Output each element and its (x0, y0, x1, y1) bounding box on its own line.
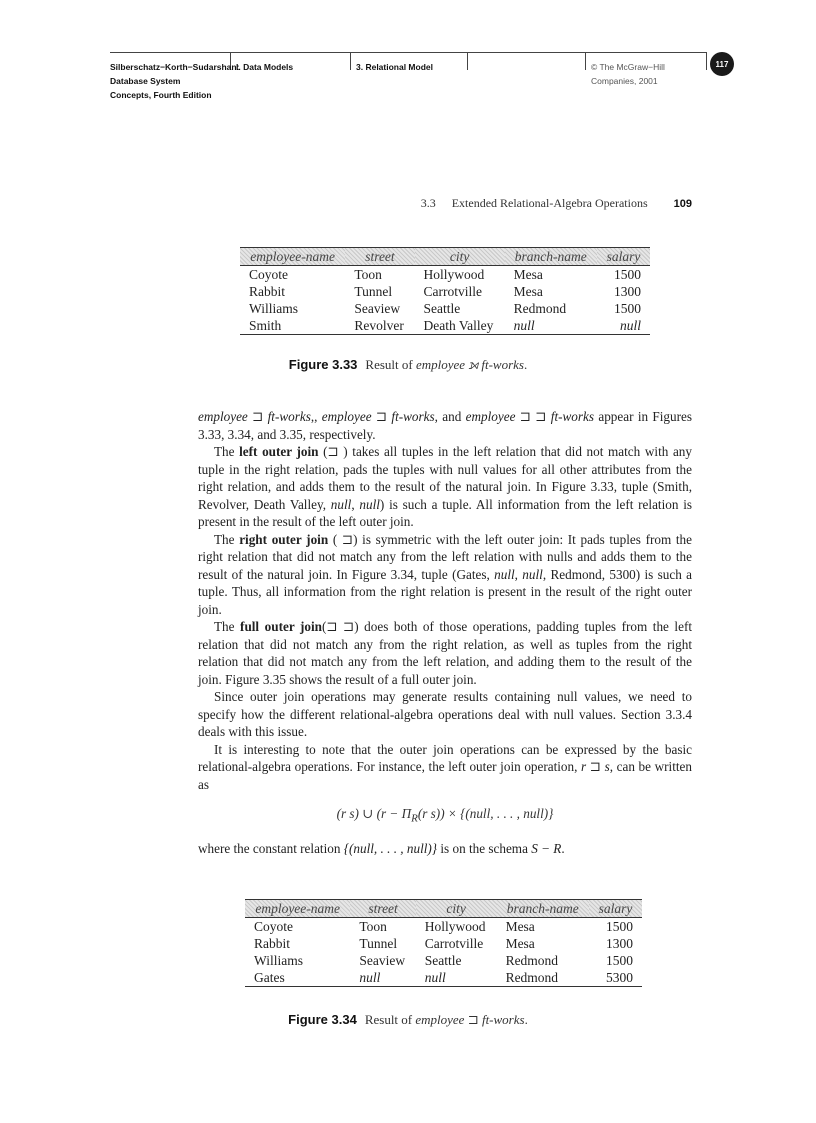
paragraph (198, 840, 692, 858)
math-expression: employee ⊐ ⊐ ft-works (465, 409, 595, 424)
table-row (245, 918, 642, 936)
table-row (245, 935, 642, 952)
text: The (214, 619, 241, 634)
table-cell: Mesa (505, 919, 535, 934)
text: The (214, 444, 240, 459)
math-expression: {(null, . . . , null)} (343, 841, 438, 857)
text: ,, (310, 409, 322, 424)
text: ) is such a tuple. All information from the left relation is present in the result of the left outer join. (198, 496, 693, 529)
column-header: salary (597, 248, 650, 266)
body-text (198, 408, 692, 858)
table-cell: Williams (254, 953, 303, 968)
table-cell: 1500 (614, 301, 641, 316)
table-cell: Rabbit (249, 284, 285, 299)
header-divider (706, 52, 707, 70)
text: (⊐ ) takes all tuples in the left relation that did not match with any tuple in the right relation, pads the tuples with null values for all other attributes from the right relation, and adds them to the result of the natural join. In Figure 3.33, tuple (Smith, Revolver, Death Valley, (198, 444, 692, 512)
table-header-row (245, 900, 642, 918)
text: It is interesting to note that the outer join operations can be expressed by the basic relational-algebra operations. For instance, the left outer join operation, (198, 741, 692, 774)
table-cell: Toon (359, 919, 387, 934)
null-value: null (330, 496, 352, 512)
header-book-info (110, 60, 239, 102)
figure-expression: employee ⟕ ft-works (415, 357, 524, 372)
figure-expression: employee ⊐ ft-works (415, 1012, 525, 1027)
paragraph (198, 408, 692, 443)
column-header: city (416, 900, 497, 918)
header-book-line2: Concepts, Fourth Edition (110, 90, 212, 100)
table-cell: Tunnel (359, 936, 398, 951)
figure-text: Result of (365, 357, 416, 372)
result-table-figure-3-33 (240, 247, 650, 335)
table-header-row (240, 248, 650, 266)
null-value: null (359, 496, 380, 512)
figure-label: Figure 3.34 (288, 1012, 357, 1027)
term-right-outer-join: right outer join (239, 531, 329, 547)
page-number: 109 (673, 198, 692, 210)
table-cell: Carrotville (424, 936, 484, 951)
table-cell: Smith (240, 317, 345, 335)
section-title: Extended Relational-Algebra Operations (451, 196, 648, 210)
running-head (198, 196, 692, 211)
table-cell: Coyote (249, 267, 288, 282)
math-expression: S − R (531, 841, 562, 857)
table-cell: Redmond (513, 301, 567, 316)
text: , (351, 496, 360, 512)
text: ( ⊐) is symmetric with the left outer join: It pads tuples from the right relation that did not match any from the left relation with nulls and adds them to the result of the natural join. In Figure 3.34, tuple (Gates, (198, 531, 692, 582)
text: . (561, 841, 565, 857)
math-expression: employee ⊐ ft-works (321, 409, 435, 424)
column-header: street (345, 248, 414, 266)
column-header: branch-name (497, 900, 589, 918)
paragraph (198, 443, 692, 531)
table-cell: Mesa (505, 936, 535, 951)
table-cell: 1500 (606, 919, 633, 934)
table-cell: Revolver (345, 317, 414, 335)
text: where the constant relation (198, 841, 344, 857)
table-row (240, 283, 650, 300)
table-cell: Mesa (513, 284, 543, 299)
table-cell: Tunnel (354, 284, 393, 299)
table-cell: Death Valley (415, 317, 505, 335)
math-expression: r ⊐ s (581, 759, 610, 774)
figure-text: Result of (364, 1012, 416, 1027)
text: (⊐ ⊐) does both of those operations, padding tuples from the left relation that did not match any from the right relation, as well as tuples from the right relation that did not match any from the left relation, and adding them to the result of the join. Figure 3.35 shows the result of a full outer join. (198, 619, 692, 687)
table-cell: Rabbit (254, 936, 290, 951)
column-header: branch-name (505, 248, 597, 266)
header-copyright-line2: Companies, 2001 (591, 76, 658, 86)
table-cell: Seattle (424, 953, 462, 968)
table-cell: Seattle (423, 301, 461, 316)
section-number: 3.3 (420, 196, 436, 210)
figure-suffix: . (524, 1012, 528, 1027)
figure-label: Figure 3.33 (288, 357, 358, 372)
table-cell: 1300 (614, 284, 641, 299)
formula-subscript: R (411, 812, 418, 825)
header-copyright-line1: © The McGraw−Hill (591, 62, 665, 72)
null-value: null (522, 566, 543, 582)
null-value: null (494, 566, 515, 582)
math-expression: employee ⊐ ft-works (198, 409, 311, 424)
table-cell: Redmond (497, 969, 589, 987)
term-left-outer-join: left outer join (239, 444, 319, 459)
table-cell: Mesa (513, 267, 543, 282)
header-divider (350, 52, 351, 70)
text: , (514, 566, 523, 582)
table-cell: Redmond (505, 953, 559, 968)
page-number-badge: 117 (710, 52, 734, 76)
table-cell: Coyote (254, 919, 293, 934)
column-header: employee-name (240, 248, 345, 266)
table-row (245, 969, 642, 987)
text: is on the schema (437, 841, 532, 857)
paragraph (198, 618, 692, 688)
table-row (240, 300, 650, 317)
table-cell: null (597, 317, 650, 335)
table-cell: null (350, 969, 415, 987)
text: appear in Figures 3.33, 3.34, and 3.35, respectively. (198, 409, 692, 442)
formula (198, 805, 692, 828)
figure-caption-3-34 (0, 1012, 816, 1028)
table-cell: 5300 (589, 969, 642, 987)
column-header: city (415, 248, 505, 266)
table-cell: Carrotville (423, 284, 483, 299)
table-cell: Williams (249, 301, 298, 316)
column-header: employee-name (245, 900, 350, 918)
term-full-outer-join: full outer join (240, 619, 322, 634)
column-header: street (350, 900, 415, 918)
table-cell: Hollywood (424, 919, 486, 934)
header-authors: Silberschatz−Korth−Sudarshan: (110, 62, 240, 72)
figure-caption-3-33 (0, 357, 816, 373)
table-cell: 1500 (614, 267, 641, 282)
text: , can be written as (198, 759, 692, 792)
header-divider (467, 52, 468, 70)
table-cell: null (505, 317, 597, 335)
table-cell: Seaview (354, 301, 401, 316)
table-cell: 1300 (606, 936, 633, 951)
header-divider (585, 52, 586, 70)
header-rule (110, 52, 706, 53)
paragraph: Since outer join operations may generate results containing null values, we need to specify how the different relational-algebra operations deal with null values. Section 3.3.4 deals with this issue. (198, 689, 692, 739)
table-cell: Hollywood (423, 267, 485, 282)
page-header (0, 0, 816, 110)
header-book-line1: Database System (110, 76, 181, 86)
table-row (240, 317, 650, 335)
column-header: salary (589, 900, 642, 918)
result-table-figure-3-34 (245, 899, 642, 987)
paragraph (198, 741, 692, 794)
table-cell: Seaview (359, 953, 406, 968)
formula-part: (r s) ∪ (r − Π (336, 806, 412, 821)
table-row (240, 266, 650, 284)
text: The (214, 531, 240, 547)
table-cell: 1500 (606, 953, 633, 968)
paragraph (198, 531, 692, 619)
table-row (245, 952, 642, 969)
header-copyright (591, 60, 665, 88)
header-part: I. Data Models (236, 62, 294, 72)
text: , and (434, 409, 466, 424)
table-cell: Gates (245, 969, 350, 987)
table-cell: null (416, 969, 497, 987)
formula-part: (r s)) × {(null, . . . , null)} (417, 806, 554, 821)
table-cell: Toon (354, 267, 382, 282)
text: , Redmond, 5300) is such a tuple. Thus, all information from the right relation is present in the result of the right outer join. (198, 566, 692, 617)
header-chapter: 3. Relational Model (356, 62, 433, 72)
figure-suffix: . (523, 357, 528, 372)
